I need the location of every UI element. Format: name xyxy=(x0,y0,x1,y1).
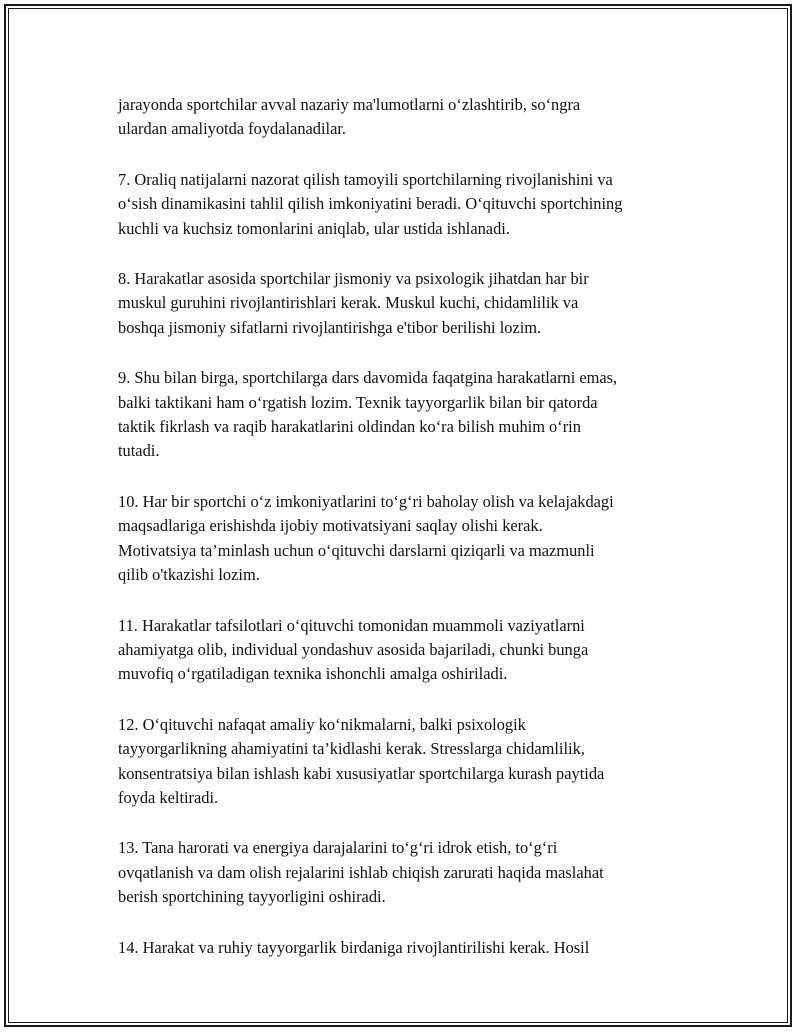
document-body xyxy=(118,93,698,986)
paragraph-10: 10. Har bir sportchi o‘z imkoniyatlarini to‘g‘ri baholay olish va kelajakdagi maqsadlariga erishishda ijobiy motivatsiyani saqlay olishi kerak. Motivatsiya ta’minlash uchun o‘qituvchi darslarni qiziqarli va mazmunli qilib o'tkazishi lozim. xyxy=(118,491,614,585)
paragraph-12: 12. O‘qituvchi nafaqat amaliy ko‘nikmalarni, balki psixologik tayyorgarlikning ahamiyatini ta’kidlashi kerak. Stresslarga chidamlilik, konsentratsiya bilan ishlash kabi xususiyatlar sportchilarga kurash paytida foyda keltiradi. xyxy=(118,714,605,807)
paragraph-13: 13. Tana harorati va energiya darajalarini to‘g‘ri idrok etish, to‘g‘ri ovqatlanish va dam olish rejalarini ishlab chiqish zarurati haqida maslahat berish sportchining tayyorligini oshiradi. xyxy=(118,838,604,907)
paragraph-8: 8. Harakatlar asosida sportchilar jismoniy va psixologik jihatdan har bir muskul guruhini rivojlantirishlari kerak. Muskul kuchi, chidamlilik va boshqa jismoniy sifatlarni rivojlantirishga e'tibor berilishi lozim. xyxy=(118,269,589,337)
paragraph-14: 14. Harakat va ruhiy tayyorgarlik birdaniga rivojlantirilishi kerak. Hosil xyxy=(118,937,590,957)
paragraph-9: 9. Shu bilan birga, sportchilarga dars davomida faqatgina harakatlarni emas, balki taktikani ham o‘rgatish lozim. Texnik tayyorgarlik bilan bir qatorda taktik fikrlash va raqib harakatlarini oldindan ko‘ra bilish muhim o‘rin tutadi. xyxy=(118,368,618,461)
paragraph-intro: jarayonda sportchilar avval nazariy ma'lumotlarni o‘zlashtirib, so‘ngra ulardan amaliyotda foydalanadilar. xyxy=(118,95,581,139)
paragraph-7: 7. Oraliq natijalarni nazorat qilish tamoyili sportchilarning rivojlanishini va o‘sish dinamikasini tahlil qilish imkoniyatini beradi. O‘qituvchi sportchining kuchli va kuchsiz tomonlarini aniqlab, ular ustida ishlanadi. xyxy=(118,169,623,238)
paragraph-11: 11. Harakatlar tafsilotlari o‘qituvchi tomonidan muammoli vaziyatlarni ahamiyatga olib, individual yondashuv asosida bajariladi, chunki bunga muvofiq o‘rgatiladigan texnika ishonchli amalga oshiriladi. xyxy=(118,615,589,684)
